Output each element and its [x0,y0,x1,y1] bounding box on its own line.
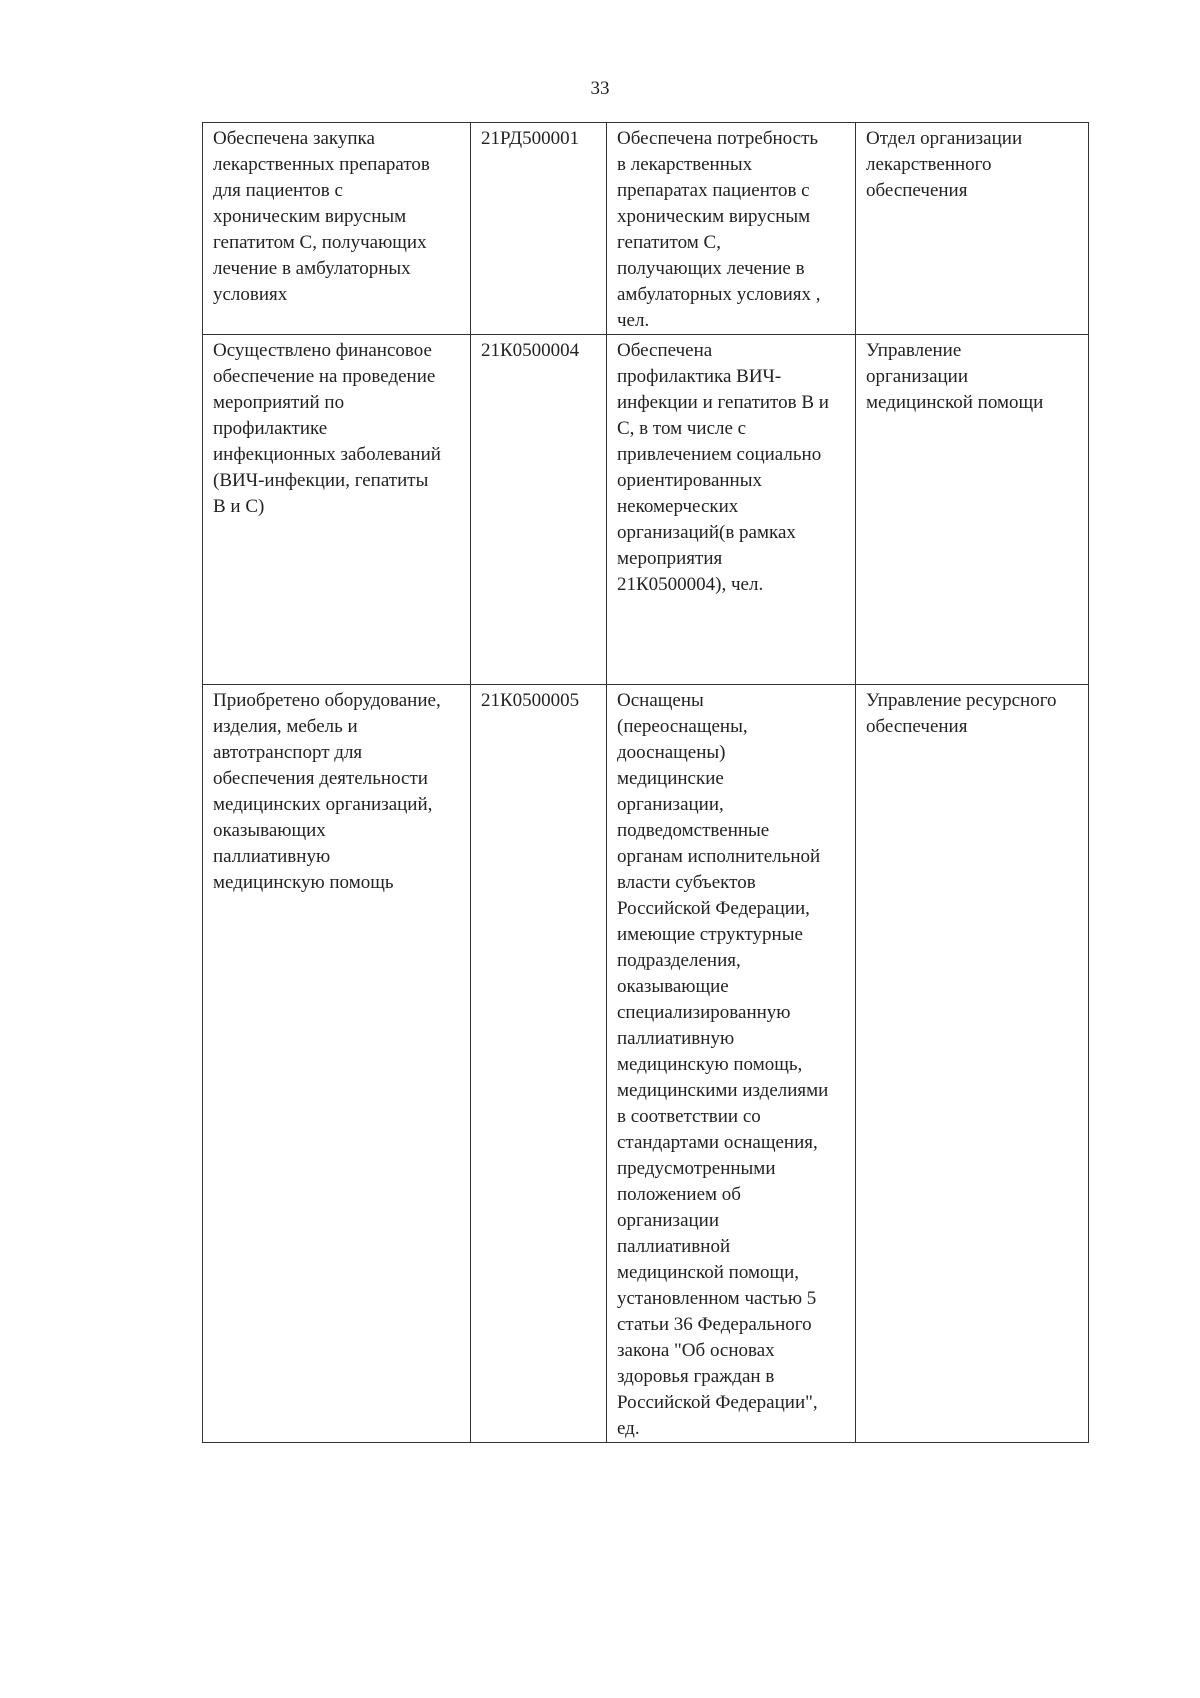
responsible-cell: Управление организации медицинской помощи [856,335,1089,685]
indicator-cell: Оснащены (переоснащены, дооснащены) медицинские организации, подведомственные органам исполнительной власти субъектов Российской Федерации, имеющие структурные подразделения, оказывающие специализированную паллиативную медицинскую помощь, медицинскими изделиями в соответствии со стандартами оснащения, предусмотренными положением об организации паллиативной медицинской помощи, установленном частью 5 статьи 36 Федерального закона "Об основах здоровья граждан в Российской Федерации", ед. [607,685,856,1443]
table-row [203,335,1089,685]
result-cell: Осуществлено финансовое обеспечение на проведение мероприятий по профилактике инфекционных заболеваний (ВИЧ-инфекции, гепатиты В и С) [203,335,471,685]
code-cell: 21К0500004 [471,335,607,685]
responsible-cell: Отдел организации лекарственного обеспечения [856,123,1089,335]
activities-table [202,122,1089,1443]
indicator-cell: Обеспечена профилактика ВИЧ- инфекции и гепатитов В и С, в том числе с привлечением социально ориентированных некомерческих организаций(в рамках мероприятия 21К0500004), чел. [607,335,856,685]
indicator-cell: Обеспечена потребность в лекарственных препаратах пациентов с хроническим вирусным гепатитом С, получающих лечение в амбулаторных условиях , чел. [607,123,856,335]
table-row [203,685,1089,1443]
table-row [203,123,1089,335]
result-cell: Приобретено оборудование, изделия, мебель и автотранспорт для обеспечения деятельности медицинских организаций, оказывающих паллиативную медицинскую помощь [203,685,471,1443]
page-number: 33 [590,78,610,99]
code-cell: 21К0500005 [471,685,607,1443]
responsible-cell: Управление ресурсного обеспечения [856,685,1089,1443]
result-cell: Обеспечена закупка лекарственных препаратов для пациентов с хроническим вирусным гепатитом С, получающих лечение в амбулаторных условиях [203,123,471,335]
code-cell: 21РД500001 [471,123,607,335]
